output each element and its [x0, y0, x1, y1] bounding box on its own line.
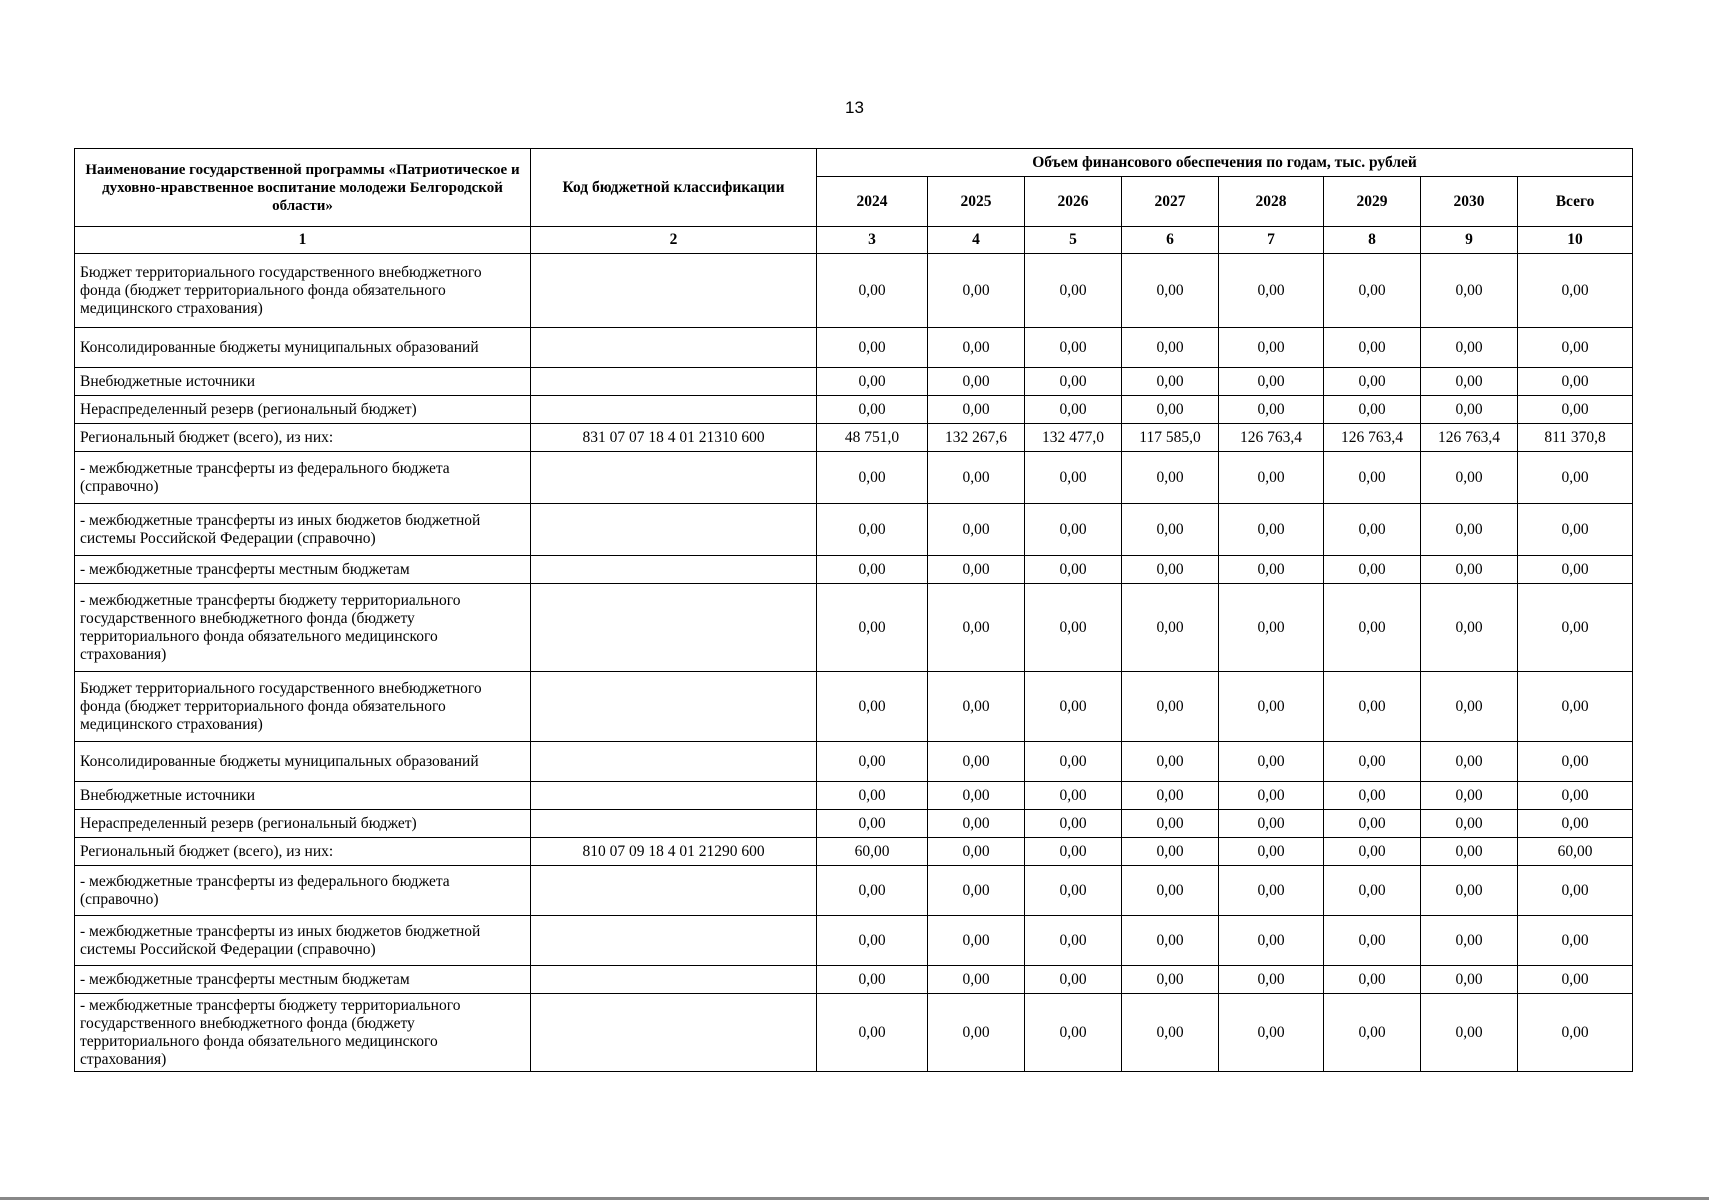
- year-header: 2030: [1421, 177, 1518, 227]
- year-value-cell: 0,00: [928, 584, 1025, 672]
- year-value-cell: 0,00: [1025, 916, 1122, 966]
- year-value-cell: 0,00: [1025, 838, 1122, 866]
- year-value-cell: 0,00: [817, 810, 928, 838]
- year-value-cell: 0,00: [1025, 810, 1122, 838]
- year-value-cell: 0,00: [1122, 994, 1219, 1072]
- table-row: [75, 672, 1633, 742]
- row-label: Бюджет территориального государственного внебюджетного фонда (бюджет территориального фонда обязательного медицинского страхования): [75, 254, 531, 328]
- row-label: Нераспределенный резерв (региональный бюджет): [75, 810, 531, 838]
- year-value-cell: 0,00: [1324, 810, 1421, 838]
- column-number: 9: [1421, 227, 1518, 254]
- year-value-cell: 0,00: [1421, 584, 1518, 672]
- row-label: - межбюджетные трансферты из федерального бюджета (справочно): [75, 866, 531, 916]
- total-value-cell: 0,00: [1518, 328, 1633, 368]
- budget-code-cell: [531, 584, 817, 672]
- year-value-cell: 0,00: [817, 966, 928, 994]
- year-value-cell: 0,00: [1421, 328, 1518, 368]
- year-value-cell: 0,00: [1122, 556, 1219, 584]
- budget-code-cell: [531, 810, 817, 838]
- year-value-cell: 0,00: [1421, 452, 1518, 504]
- year-value-cell: 117 585,0: [1122, 424, 1219, 452]
- year-value-cell: 0,00: [1219, 838, 1324, 866]
- year-value-cell: 0,00: [1324, 966, 1421, 994]
- year-value-cell: 0,00: [1122, 838, 1219, 866]
- year-value-cell: 48 751,0: [817, 424, 928, 452]
- year-value-cell: 0,00: [928, 254, 1025, 328]
- year-value-cell: 0,00: [928, 994, 1025, 1072]
- year-value-cell: 0,00: [1219, 742, 1324, 782]
- table-row: [75, 742, 1633, 782]
- total-value-cell: 0,00: [1518, 916, 1633, 966]
- budget-code-cell: [531, 396, 817, 424]
- row-label: Внебюджетные источники: [75, 782, 531, 810]
- year-value-cell: 0,00: [817, 866, 928, 916]
- year-value-cell: 0,00: [1421, 504, 1518, 556]
- budget-code-cell: [531, 866, 817, 916]
- table-row: [75, 838, 1633, 866]
- budget-code-cell: 831 07 07 18 4 01 21310 600: [531, 424, 817, 452]
- year-value-cell: 0,00: [1025, 452, 1122, 504]
- year-value-cell: 0,00: [1219, 504, 1324, 556]
- table-row: [75, 504, 1633, 556]
- year-value-cell: 0,00: [1324, 742, 1421, 782]
- year-value-cell: 0,00: [928, 782, 1025, 810]
- year-value-cell: 0,00: [1025, 994, 1122, 1072]
- budget-code-cell: 810 07 09 18 4 01 21290 600: [531, 838, 817, 866]
- volume-header: Объем финансового обеспечения по годам, тыс. рублей: [817, 149, 1633, 177]
- budget-code-cell: [531, 994, 817, 1072]
- year-value-cell: 0,00: [1421, 838, 1518, 866]
- budget-code-cell: [531, 916, 817, 966]
- year-value-cell: 0,00: [1324, 368, 1421, 396]
- year-value-cell: 0,00: [1219, 556, 1324, 584]
- column-number: 5: [1025, 227, 1122, 254]
- row-label: Региональный бюджет (всего), из них:: [75, 838, 531, 866]
- year-value-cell: 0,00: [1421, 916, 1518, 966]
- year-value-cell: 0,00: [928, 556, 1025, 584]
- year-header: 2028: [1219, 177, 1324, 227]
- year-value-cell: 0,00: [817, 556, 928, 584]
- budget-code-cell: [531, 368, 817, 396]
- budget-code-cell: [531, 556, 817, 584]
- year-header: 2024: [817, 177, 928, 227]
- year-value-cell: 0,00: [1122, 810, 1219, 838]
- year-value-cell: 0,00: [1324, 838, 1421, 866]
- year-value-cell: 0,00: [1324, 504, 1421, 556]
- program-name-header: Наименование государственной программы «Патриотическое и духовно-нравственное воспитание молодежи Белгородской области»: [75, 149, 531, 227]
- year-value-cell: 0,00: [1122, 452, 1219, 504]
- year-value-cell: 0,00: [1122, 368, 1219, 396]
- year-value-cell: 126 763,4: [1324, 424, 1421, 452]
- row-label: Внебюджетные источники: [75, 368, 531, 396]
- year-header: 2027: [1122, 177, 1219, 227]
- page-number: 13: [845, 98, 864, 117]
- year-value-cell: 0,00: [1219, 396, 1324, 424]
- total-value-cell: 0,00: [1518, 866, 1633, 916]
- year-value-cell: 0,00: [817, 584, 928, 672]
- year-value-cell: 0,00: [928, 810, 1025, 838]
- year-value-cell: 0,00: [928, 328, 1025, 368]
- year-value-cell: 0,00: [1025, 368, 1122, 396]
- year-value-cell: 0,00: [1219, 916, 1324, 966]
- row-label: - межбюджетные трансферты из иных бюджетов бюджетной системы Российской Федерации (справочно): [75, 916, 531, 966]
- year-value-cell: 0,00: [1122, 584, 1219, 672]
- year-value-cell: 0,00: [1324, 254, 1421, 328]
- column-number: 2: [531, 227, 817, 254]
- year-value-cell: 0,00: [1219, 866, 1324, 916]
- year-value-cell: 0,00: [1122, 504, 1219, 556]
- year-value-cell: 0,00: [1324, 994, 1421, 1072]
- year-value-cell: 0,00: [817, 504, 928, 556]
- row-label: - межбюджетные трансферты из иных бюджетов бюджетной системы Российской Федерации (справочно): [75, 504, 531, 556]
- year-value-cell: 0,00: [817, 328, 928, 368]
- financing-table: [74, 148, 1633, 1072]
- year-value-cell: 0,00: [1421, 254, 1518, 328]
- year-value-cell: 0,00: [1324, 916, 1421, 966]
- table-row: [75, 810, 1633, 838]
- row-label: Региональный бюджет (всего), из них:: [75, 424, 531, 452]
- year-value-cell: 0,00: [817, 916, 928, 966]
- year-value-cell: 0,00: [1324, 452, 1421, 504]
- column-number: 10: [1518, 227, 1633, 254]
- row-label: - межбюджетные трансферты бюджету территориального государственного внебюджетного фонда (бюджету территориального фонда обязательного медицинского страхования): [75, 584, 531, 672]
- table-row: [75, 368, 1633, 396]
- code-header: Код бюджетной классификации: [531, 149, 817, 227]
- year-value-cell: 0,00: [928, 838, 1025, 866]
- table-row: [75, 584, 1633, 672]
- year-value-cell: 0,00: [928, 966, 1025, 994]
- total-value-cell: 0,00: [1518, 556, 1633, 584]
- total-value-cell: 0,00: [1518, 504, 1633, 556]
- budget-code-cell: [531, 672, 817, 742]
- year-value-cell: 0,00: [1324, 556, 1421, 584]
- year-value-cell: 0,00: [1324, 866, 1421, 916]
- total-value-cell: 60,00: [1518, 838, 1633, 866]
- year-value-cell: 0,00: [1421, 966, 1518, 994]
- year-value-cell: 0,00: [1219, 810, 1324, 838]
- year-value-cell: 0,00: [928, 916, 1025, 966]
- table-row: [75, 782, 1633, 810]
- total-value-cell: 811 370,8: [1518, 424, 1633, 452]
- table-row: [75, 424, 1633, 452]
- total-value-cell: 0,00: [1518, 368, 1633, 396]
- year-value-cell: 0,00: [1122, 866, 1219, 916]
- total-value-cell: 0,00: [1518, 742, 1633, 782]
- year-value-cell: 126 763,4: [1219, 424, 1324, 452]
- row-label: - межбюджетные трансферты из федерального бюджета (справочно): [75, 452, 531, 504]
- year-value-cell: 0,00: [1025, 556, 1122, 584]
- year-value-cell: 0,00: [817, 254, 928, 328]
- year-value-cell: 0,00: [1219, 584, 1324, 672]
- row-label: Консолидированные бюджеты муниципальных образований: [75, 742, 531, 782]
- year-value-cell: 0,00: [1025, 584, 1122, 672]
- year-value-cell: 0,00: [1219, 368, 1324, 396]
- table-row: [75, 452, 1633, 504]
- budget-code-cell: [531, 452, 817, 504]
- year-value-cell: 0,00: [1025, 504, 1122, 556]
- total-value-cell: 0,00: [1518, 966, 1633, 994]
- year-value-cell: 126 763,4: [1421, 424, 1518, 452]
- year-value-cell: 0,00: [1421, 810, 1518, 838]
- year-value-cell: 0,00: [1025, 328, 1122, 368]
- budget-code-cell: [531, 742, 817, 782]
- year-value-cell: 0,00: [1219, 994, 1324, 1072]
- year-value-cell: 0,00: [1421, 396, 1518, 424]
- table-row: [75, 328, 1633, 368]
- table-row: [75, 966, 1633, 994]
- year-value-cell: 0,00: [1122, 782, 1219, 810]
- table-body: [75, 254, 1633, 1072]
- year-value-cell: 0,00: [817, 396, 928, 424]
- year-value-cell: 0,00: [928, 396, 1025, 424]
- year-value-cell: 0,00: [1219, 328, 1324, 368]
- row-label: - межбюджетные трансферты местным бюджетам: [75, 556, 531, 584]
- row-label: Консолидированные бюджеты муниципальных образований: [75, 328, 531, 368]
- year-value-cell: 0,00: [1219, 452, 1324, 504]
- total-value-cell: 0,00: [1518, 584, 1633, 672]
- budget-code-cell: [531, 504, 817, 556]
- total-value-cell: 0,00: [1518, 672, 1633, 742]
- year-value-cell: 0,00: [1122, 396, 1219, 424]
- year-value-cell: 0,00: [1324, 328, 1421, 368]
- year-value-cell: 0,00: [1122, 672, 1219, 742]
- table-row: [75, 396, 1633, 424]
- year-value-cell: 0,00: [1122, 328, 1219, 368]
- year-value-cell: 0,00: [1025, 672, 1122, 742]
- year-value-cell: 0,00: [928, 504, 1025, 556]
- year-value-cell: 0,00: [817, 742, 928, 782]
- year-value-cell: 132 477,0: [1025, 424, 1122, 452]
- budget-code-cell: [531, 782, 817, 810]
- year-value-cell: 0,00: [1421, 866, 1518, 916]
- year-value-cell: 0,00: [1025, 866, 1122, 916]
- table-row: [75, 254, 1633, 328]
- year-header: 2029: [1324, 177, 1421, 227]
- year-value-cell: 0,00: [928, 866, 1025, 916]
- year-value-cell: 0,00: [817, 368, 928, 396]
- year-value-cell: 0,00: [817, 782, 928, 810]
- column-number: 4: [928, 227, 1025, 254]
- year-value-cell: 0,00: [1025, 966, 1122, 994]
- year-value-cell: 0,00: [817, 672, 928, 742]
- year-value-cell: 0,00: [1421, 556, 1518, 584]
- year-value-cell: 0,00: [1122, 254, 1219, 328]
- total-value-cell: 0,00: [1518, 396, 1633, 424]
- row-label: - межбюджетные трансферты бюджету территориального государственного внебюджетного фонда (бюджету территориального фонда обязательного медицинского страхования): [75, 994, 531, 1072]
- total-value-cell: 0,00: [1518, 254, 1633, 328]
- year-value-cell: 0,00: [928, 672, 1025, 742]
- year-value-cell: 0,00: [817, 994, 928, 1072]
- total-value-cell: 0,00: [1518, 452, 1633, 504]
- total-value-cell: 0,00: [1518, 782, 1633, 810]
- year-value-cell: 0,00: [1025, 396, 1122, 424]
- table-row: [75, 866, 1633, 916]
- year-value-cell: 0,00: [1219, 966, 1324, 994]
- year-value-cell: 0,00: [1219, 672, 1324, 742]
- column-number: 8: [1324, 227, 1421, 254]
- year-value-cell: 0,00: [1025, 254, 1122, 328]
- column-number: 3: [817, 227, 928, 254]
- row-label: Нераспределенный резерв (региональный бюджет): [75, 396, 531, 424]
- year-header: 2026: [1025, 177, 1122, 227]
- year-value-cell: 0,00: [1122, 916, 1219, 966]
- year-value-cell: 0,00: [928, 368, 1025, 396]
- column-number: 7: [1219, 227, 1324, 254]
- year-value-cell: 0,00: [1122, 742, 1219, 782]
- year-value-cell: 0,00: [1421, 994, 1518, 1072]
- year-value-cell: 0,00: [1025, 742, 1122, 782]
- year-value-cell: 0,00: [1421, 672, 1518, 742]
- table-header: [75, 149, 1633, 254]
- table-row: [75, 916, 1633, 966]
- year-value-cell: 0,00: [1324, 782, 1421, 810]
- budget-code-cell: [531, 254, 817, 328]
- year-value-cell: 0,00: [1025, 782, 1122, 810]
- year-value-cell: 0,00: [1324, 396, 1421, 424]
- year-value-cell: 0,00: [817, 452, 928, 504]
- budget-code-cell: [531, 966, 817, 994]
- year-value-cell: 0,00: [1219, 254, 1324, 328]
- year-value-cell: 0,00: [1324, 672, 1421, 742]
- row-label: - межбюджетные трансферты местным бюджетам: [75, 966, 531, 994]
- year-value-cell: 0,00: [1421, 782, 1518, 810]
- table-row: [75, 556, 1633, 584]
- total-value-cell: 0,00: [1518, 994, 1633, 1072]
- year-value-cell: 0,00: [1421, 368, 1518, 396]
- total-header: Всего: [1518, 177, 1633, 227]
- table-row: [75, 994, 1633, 1072]
- column-number: 1: [75, 227, 531, 254]
- year-value-cell: 0,00: [928, 452, 1025, 504]
- year-value-cell: 0,00: [1122, 966, 1219, 994]
- total-value-cell: 0,00: [1518, 810, 1633, 838]
- year-value-cell: 0,00: [1421, 742, 1518, 782]
- column-number: 6: [1122, 227, 1219, 254]
- row-label: Бюджет территориального государственного внебюджетного фонда (бюджет территориального фонда обязательного медицинского страхования): [75, 672, 531, 742]
- budget-code-cell: [531, 328, 817, 368]
- year-value-cell: 60,00: [817, 838, 928, 866]
- year-value-cell: 0,00: [1219, 782, 1324, 810]
- year-header: 2025: [928, 177, 1025, 227]
- year-value-cell: 0,00: [928, 742, 1025, 782]
- year-value-cell: 132 267,6: [928, 424, 1025, 452]
- year-value-cell: 0,00: [1324, 584, 1421, 672]
